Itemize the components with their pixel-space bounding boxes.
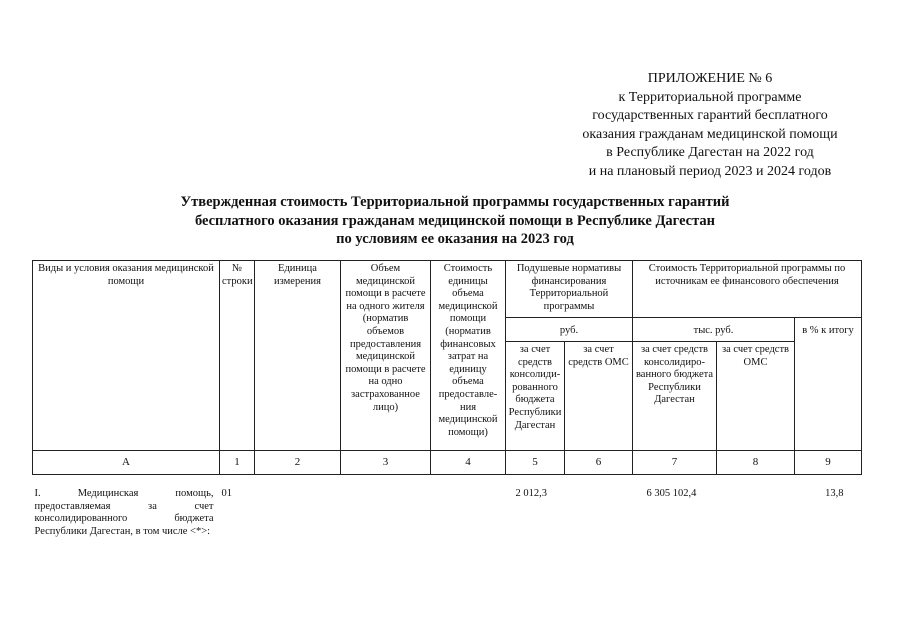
header-pg-budget: за счет средств консолидиро-ванного бюджета Республики Дагестан xyxy=(633,342,717,451)
header-pc-budget: за счет средств консолиди-рованного бюджета Республики Дагестан xyxy=(506,342,565,451)
header-program-cost: Стоимость Территориальной программы по источникам ее финансового обеспечения xyxy=(633,261,862,318)
title-line: Утвержденная стоимость Территориальной программы государственных гарантий xyxy=(180,194,730,210)
header-pc-oms: за счет средств ОМС xyxy=(565,342,633,451)
column-number: 9 xyxy=(795,451,862,475)
table-divider xyxy=(33,475,862,486)
column-number: 7 xyxy=(633,451,717,475)
cell-row-number: 01 xyxy=(221,488,232,499)
header-rub: руб. xyxy=(506,318,633,342)
cell-unit xyxy=(255,485,341,541)
header-row xyxy=(33,261,862,318)
cell-pg-oms xyxy=(717,485,795,541)
title-line: бесплатного оказания гражданам медицинской помощи в Республике Дагестан xyxy=(194,212,716,229)
column-number: А xyxy=(33,451,220,475)
cell-percent: 13,8 xyxy=(825,488,844,499)
header-volume: Объем медицинской помощи в расчете на одного жителя (норматив объемов предоставления медицинской помощи в расчете на одно застрахованное лицо) xyxy=(341,261,431,451)
title-line: по условиям ее оказания на 2023 год xyxy=(336,231,574,247)
header-unit: Единица измерения xyxy=(255,261,341,451)
header-per-capita: Подушевые нормативы финансирования Территориальной программы xyxy=(506,261,633,318)
appendix-line: к Территориальной программе xyxy=(618,89,802,105)
cell-pc-oms xyxy=(565,485,633,541)
column-number: 8 xyxy=(717,451,795,475)
header-unit-cost: Стоимость единицы объема медицинской помощи (норматив финансовых затрат на единицу объема предоставле-ния медицинской помощи) xyxy=(431,261,506,451)
appendix-line: государственных гарантий бесплатного xyxy=(592,108,828,124)
appendix-title: ПРИЛОЖЕНИЕ № 6 xyxy=(647,71,773,86)
table-row xyxy=(33,485,862,541)
column-number: 6 xyxy=(565,451,633,475)
table-spacer xyxy=(33,475,862,486)
header-thous-rub: тыс. руб. xyxy=(633,318,795,342)
column-number: 4 xyxy=(431,451,506,475)
column-number: 3 xyxy=(341,451,431,475)
cell-volume xyxy=(341,485,431,541)
column-number: 5 xyxy=(506,451,565,475)
header-pg-oms: за счет средств ОМС xyxy=(717,342,795,451)
cell-pg-budget: 6 305 102,4 xyxy=(646,488,697,499)
appendix-line: и на плановый период 2023 и 2024 годов xyxy=(588,163,832,179)
header-percent: в % к итогу xyxy=(795,318,862,451)
cell-unit-cost xyxy=(431,485,506,541)
column-number: 2 xyxy=(255,451,341,475)
cost-table xyxy=(32,260,862,541)
column-numbers-row xyxy=(33,451,862,475)
appendix-line: в Республике Дагестан на 2022 год xyxy=(606,145,814,161)
header-row-number: № строки xyxy=(220,261,255,451)
column-number: 1 xyxy=(220,451,255,475)
cell-kinds: I. Медицинская помощь, предоставляемая за счет консолидированного бюджета Республики Дагестан, в том числе <*>: xyxy=(34,488,214,537)
appendix-block xyxy=(530,70,890,182)
appendix-line: оказания гражданам медицинской помощи xyxy=(582,126,838,142)
document-title xyxy=(60,193,850,249)
header-kinds: Виды и условия оказания медицинской помощи xyxy=(33,261,220,451)
cell-pc-budget: 2 012,3 xyxy=(515,488,547,499)
